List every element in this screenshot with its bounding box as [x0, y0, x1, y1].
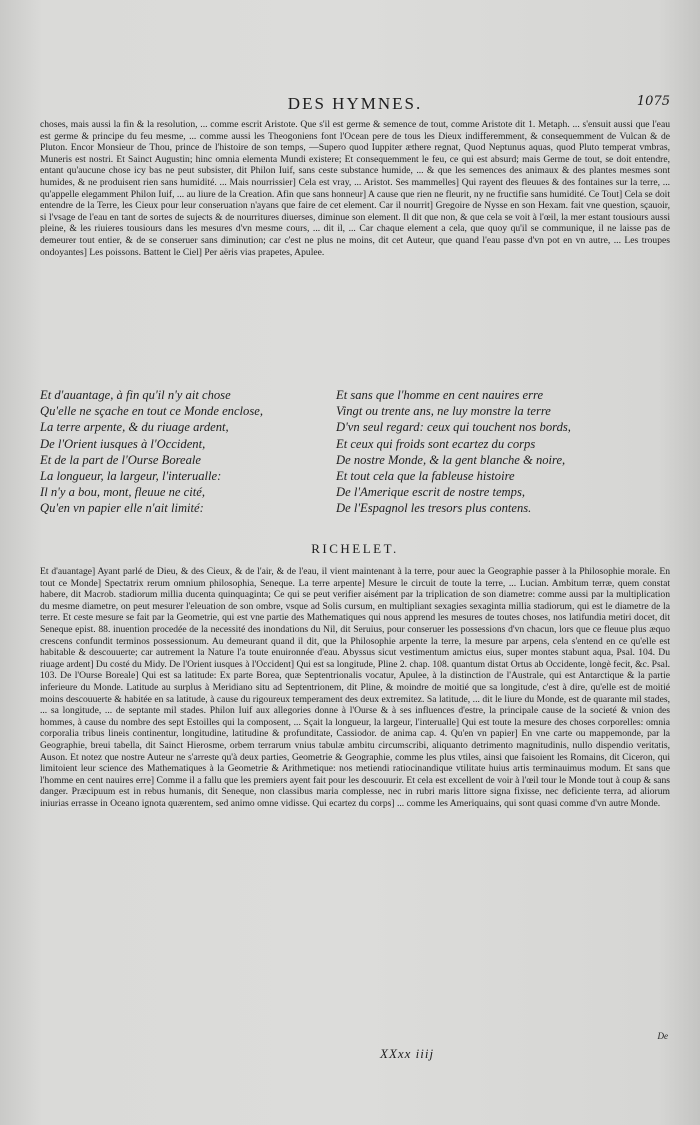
commentary-top	[40, 119, 670, 258]
verse-line: De nostre Monde, & la gent blanche & noire,	[336, 452, 566, 467]
verse-line: La longueur, la largeur, l'interualle:	[40, 469, 222, 484]
verse-block	[40, 387, 670, 527]
verse-line: Et tout cela que la fableuse histoire	[336, 469, 515, 484]
verse-line: Il n'y a bou, mont, fleuue ne cité,	[40, 485, 205, 500]
verse-line: De l'Espagnol les tresors plus contens.	[336, 501, 532, 516]
commentary-bottom-text: Et d'auantage] Ayant parlé de Dieu, & des Cieux, & de l'air, & de l'eau, il vient maintenant à la terre, pour auec la Geographie passer à la Philosophie morale. En tout ce Monde] Spectatrix rerum omnium philosophia, Seneque. La terre arpente] Mesure le circuit de toute la terre, ... Lucian. Ambitum terræ, quem constat habere, dit Macrob. stadiorum millia ducenta quinquaginta; Ce qui se peut verifier aisément par la triplication de son diametre: comme aussi par la multiplication du mesme diametre, on peut mesurer l'eleuation de son ombre, vsque ad Solis cursum, en multipliant sexagies sexaginta millia stadiorum, qui est le diametre de la terre. Et ceste mesure se fait par la Geometrie, qui est vne partie des Mathematiques qui nous apprend les mesures de toutes choses, nos latifundia metiri docet, dit Seneque epist. 88. inuention procedée de la necessité des inondations du Nil, dit Seruius, pour conseruer les possessions d'vn chacun, lors que ce fleuue plus æquo crescens confundit terminos possessionum. Au demeurant quand il dit, que la Philosophie arpente la terre, la mesure par arpens, cela s'entend en ce qu'elle est habitable & descouuerte; car autrement la Nature l'a toute enuironnée d'eau. Abyssus sicut vestimentum amictus eius, super montes stabunt aqua, Psal. 104. Du riuage ardent] Du costé du Midy. De l'Orient iusques à l'Occident] Qui est sa longitude, Pline 2. chap. 108. quantum distat Ortus ab Occidente, longè fecit, &c. Psal. 103. De l'Ourse Boreale] Qui est sa latitude: Ex parte Borea, quæ Septentrionalis vocatur, Apulee, à la distinction de l'Australe, qui est Antarctique & la partie inferieure du Monde. Latitude au surplus à Meridiano situ ad Septentrionem, dit Pline, & moindre de moitié que sa longitude, c'est à dire, qu'elle est de moitié moins descouuerte & habitée en sa latitude, à cause du rigoureux temperament des deux extremitez. Sa latitude, ... dit le liure du Monde, est de quarante mil stades, ... sa longitude, ... de septante mil stades. Philon Iuif aux allegories donne à l'Ourse & à ses influences d'estre, la principale cause de la societé & vnion des hommes, à cause du nombre des sept Estoilles qui la composent, ... Sçait la longueur, la largeur, l'interualle] Qui est toute la mesure des choses corporelles: omnia corporalia tribus lineis continentur, longitudine, latitudine & profunditate, Cassiodor. de anima cap. 4. Qu'en vn papier] En vne carte ou mappemonde, par la Geographie, breui tabella, dit Sainct Hierosme, orbem terrarum vnius tabulæ ambitu circumscribi, aliquanto detrimento magnitudinis, nullo dispendio veritatis, Auson. Et notez que nostre Auteur ne s'arreste qu'à deux parties, Geometrie & Geographie, comme les plus vtiles, ainsi que faisoient les Romains, dit Ciceron, qui limitoient leur science des Mathematiques à la Geometrie & Arithmetique: nos metiendi ratiocinandique vtilitate huius artis terminauimus modum. Et sans que l'homme en cent nauires erre] Comme il a fallu que les premiers ayent fait pour les descouurir. Et cela est excellent de voir à l'œil tour le Monde tout à coup & sans danger. Præcipuum est in rebus humanis, dit Seneque, non classibus maria complesse, nec in rubri maris littore signa fixisse, nec deficiente terra, ad aliorum iniurias errasse in Oceano ignota quærentem, sed animo omne vidisse. Qui ecartez du corps] ... comme les Ameriquains, qui sont quasi comme d'vn autre Monde.	[40, 566, 671, 809]
verse-line: De l'Orient iusques à l'Occident,	[40, 436, 206, 451]
verse-line: Qu'en vn papier elle n'ait limité:	[40, 501, 204, 516]
verse-line: Et de la part de l'Ourse Boreale	[40, 452, 202, 467]
verse-line: De l'Amerique escrit de nostre temps,	[336, 485, 525, 500]
verse-line: La terre arpente, & du riuage ardent,	[40, 420, 229, 435]
verse-line: Et d'auantage, à fin qu'il n'y ait chose	[40, 388, 231, 402]
page-number: 1075	[636, 94, 670, 109]
section-title: RICHELET.	[311, 541, 399, 556]
verse-line: Et sans que l'homme en cent nauires erre	[336, 388, 544, 402]
running-title: DES HYMNES.	[287, 94, 423, 113]
verse-column-left	[40, 387, 330, 517]
verse-line: Et ceux qui froids sont ecartez du corps	[336, 436, 536, 451]
verse-line: D'vn seul regard: ceux qui touchent nos bords,	[336, 420, 571, 435]
commentary-top-text: choses, mais aussi la fin & la resolution, ... comme escrit Aristote. Que s'il est germe & semence de tout, comme Aristote dit 1. Metaph. ... s'ensuit aussi que l'eau est germe & principe du feu mesme, ... comme aussi les Theogoniens font l'Ocean pere de tous les Dieux indifferemment, & consequemment de Vulcan & de Pluton. Encor Monsieur de Thou, prince de l'histoire de son temps, —Supero quod Iuppiter æthere regnat, Quod Neptunus aquas, quod Pluto temperat vmbras, Muneris est nostri. Et Sainct Augustin; hinc omnia elementa Mundi existere; Et consequemment le feu, ce qui est absurd; mais Germe de tout, se doit entendre, entant qu'aucune chose icy bas ne peut subsister, dit Philon Iuif, sans ceste substance humide, ... & que les semences des animaux & des plantes mesmes sont humides, & ne produisent rien sans humidité. ... Mais nourrissier] Cela est vray, ... Aristot. Ses mammelles] Qui rayent des fleuues & des fontaines sur la terre, ... qu'appelle elegamment Philon Iuif, ... au liure de la Creation. Afin que sans honneur] A cause que rien ne fleurit, ny ne fructifie sans humidité. Ce Tout] Cela se doit entendre de la Terre, les Cieux pour leur conseruation n'ayans que faire de cet element. Car il nourrit] Gregoire de Nysse en son Hexam. fait vne question, sçauoir, si l'vsage de l'eau en tant de sortes de sujects & de nourritures diuerses, diminue son element. Il dit que non, & que cela se voit à l'œil, la mer estant tousiours aussi pleine, & les riuieres tousiours dans les mesures d'vn mesme cours, ... dit il, ... Car chaque element a cela, que quoy qu'il se communique, il ne laisse pas de demeurer tout entier, & de se conseruer sans diminution; car c'est ne plus ne moins, dit cet Auteur, que quand l'eau passe d'vn pot en vn autre, ... Les troupes ondoyantes] Les poissons. Battent le Ciel] Per aëris vias prapetes, Apulee.	[40, 119, 670, 258]
verse-column-right	[336, 387, 670, 517]
verse-line: Qu'elle ne sçache en tout ce Monde enclose,	[40, 404, 263, 419]
page-header	[40, 94, 670, 118]
verse-line: Vingt ou trente ans, ne luy monstre la terre	[336, 404, 551, 419]
catchword: De	[657, 1031, 668, 1041]
commentary-bottom	[40, 566, 670, 809]
signature-mark: XXxx iiij	[380, 1046, 435, 1061]
